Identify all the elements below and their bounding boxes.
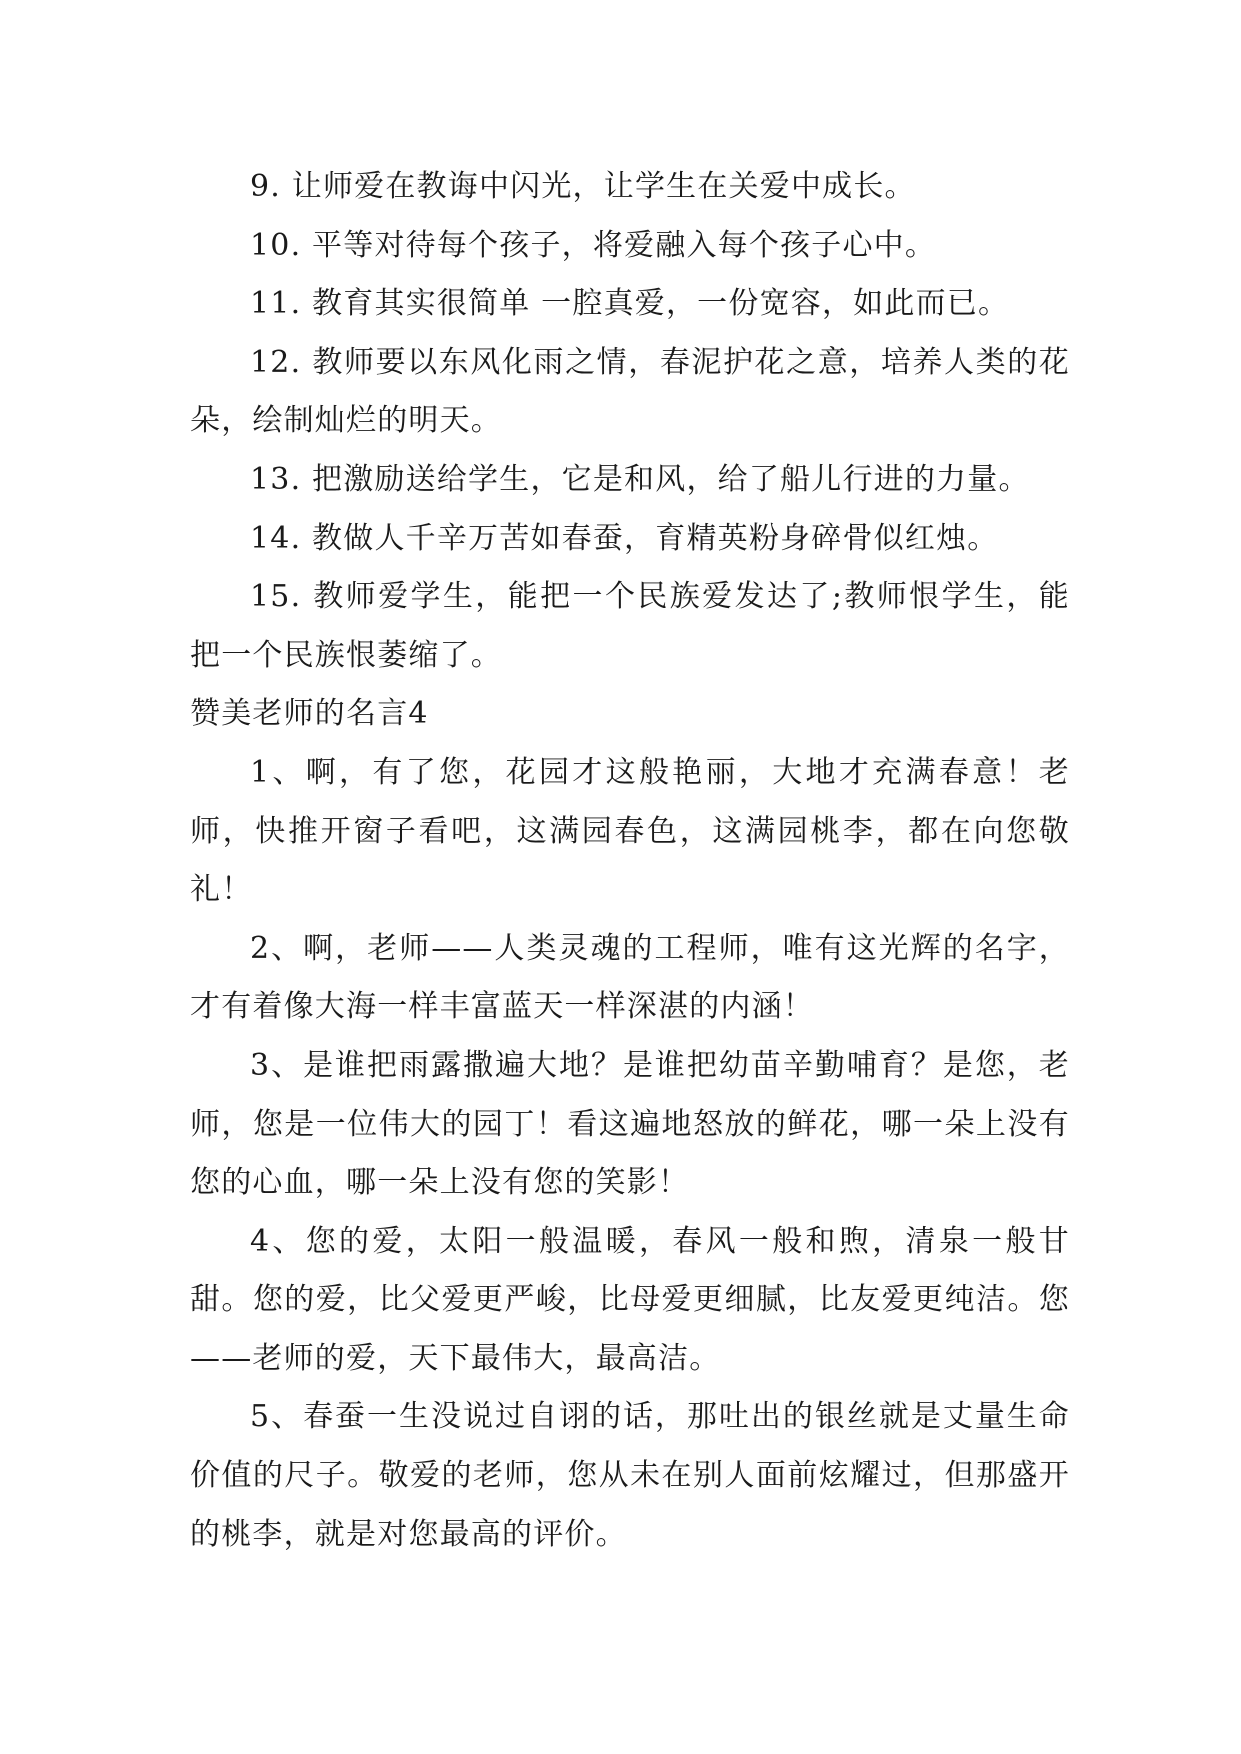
quote-paragraph-14: 14. 教做人千辛万苦如春蚕，育精英粉身碎骨似红烛。 — [250, 520, 999, 556]
quote-paragraph-13: 13. 把激励送给学生，它是和风，给了船儿行进的力量。 — [250, 461, 1030, 497]
quote-paragraph-12: 12. 教师要以东风化雨之情，春泥护花之意，培养人类的花朵，绘制灿烂的明天。 — [190, 344, 1070, 439]
quote-paragraph-15: 15. 教师爱学生，能把一个民族爱发达了;教师恨学生，能把一个民族恨萎缩了。 — [190, 579, 1070, 673]
praise-paragraph-3: 3、是谁把雨露撒遍大地？是谁把幼苗辛勤哺育？是您，老师，您是一位伟大的园丁！看这遍地怒放的鲜花，哪一朵上没有您的心血，哪一朵上没有您的笑影！ — [190, 1047, 1070, 1201]
praise-paragraph-5: 5、春蚕一生没说过自诩的话，那吐出的银丝就是丈量生命价值的尺子。敬爱的老师，您从未在别人面前炫耀过，但那盛开的桃李，就是对您最高的评价。 — [190, 1399, 1070, 1552]
quote-paragraph-9: 9. 让师爱在教诲中闪光，让学生在关爱中成长。 — [250, 169, 916, 204]
praise-paragraph-1: 1、啊，有了您，花园才这般艳丽，大地才充满春意！老师，快推开窗子看吧，这满园春色，这满园桃李，都在向您敬礼！ — [190, 754, 1070, 908]
section-heading: 赞美老师的名言4 — [190, 696, 429, 732]
praise-paragraph-4: 4、您的爱，太阳一般温暖，春风一般和煦，清泉一般甘甜。您的爱，比父爱更严峻，比母爱更细腻，比友爱更纯洁。您——老师的爱，天下最伟大，最高洁。 — [190, 1223, 1070, 1376]
praise-paragraph-2: 2、啊，老师——人类灵魂的工程师，唯有这光辉的名字，才有着像大海一样丰富蓝天一样深湛的内涵！ — [190, 930, 1070, 1025]
document-page — [190, 158, 1070, 1564]
quote-paragraph-11: 11. 教育其实很简单 一腔真爱，一份宽容，如此而已。 — [250, 286, 1010, 322]
quote-paragraph-10: 10. 平等对待每个孩子，将爱融入每个孩子心中。 — [250, 227, 937, 263]
